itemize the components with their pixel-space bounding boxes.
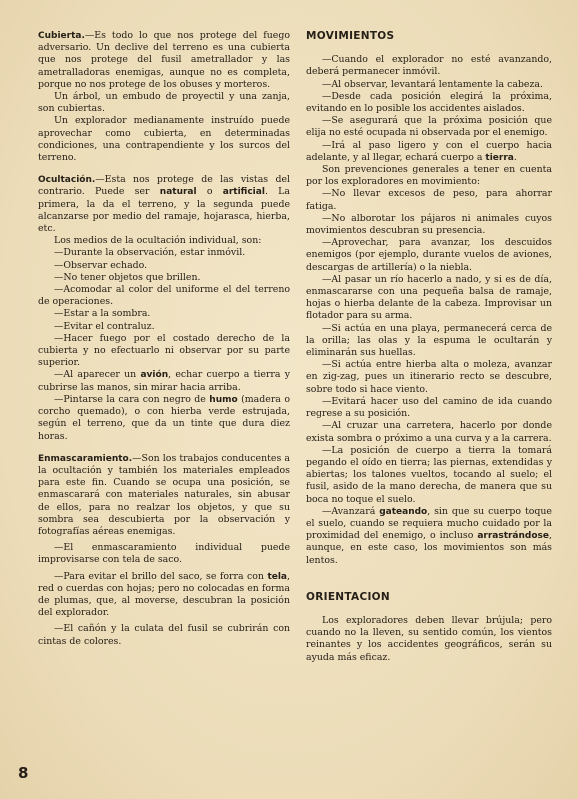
paragraph: Son prevenciones generales a tener en cuenta por los exploradores en movimiento: (306, 164, 552, 188)
paragraph: Un explorador medianamente instruído puede aprovechar como cubierta, en determinadas condiciones, una contrapendiente y los surcos del terreno. (38, 115, 290, 164)
list-item: —Hacer fuego por el costado derecho de la cubierta y no efectuarlo ni observar por su parte superior. (38, 332, 290, 369)
section-heading-movimientos: MOVIMIENTOS (306, 30, 395, 42)
list-item: —Al pasar un río hacerlo a nado, y si es de día, enmascararse con una pequeña balsa de ramaje, hojas o hierba delante de la cabeza. Improvisar un flotador para su arma. (306, 273, 552, 322)
list-item: —Avanzará gateando, sin que su cuerpo toque el suelo, cuando se requiera mucho cuidado por la proximidad del enemigo, o incluso arrastrándose, aunque, en este caso, los movimientos son más lentos. (306, 505, 552, 566)
list-item: —Evitará hacer uso del camino de ida cuando regrese a su posición. (306, 395, 552, 420)
list-item: —Al aparecer un avión, echar cuerpo a tierra y cubrirse las manos, sin mirar hacia arriba. (38, 369, 290, 393)
list-item: —Desde cada posición elegirá la próxima, evitando en lo posible los accidentes aislados. (306, 90, 552, 115)
list-item: —Observar echado. (54, 259, 148, 271)
list-item: —Si actúa entre hierba alta o moleza, avanzar en zig-zag, pues un itinerario recto se descubre, sobre todo si hace viento. (306, 359, 552, 395)
paragraph-cubierta: Cubierta.—Es todo lo que nos protege del fuego adversario. Un declive del terreno es una cubierta que nos protege del fusil ametrallador y las ametralladoras enemigas, aunque no es completa, porque no nos protege de los obuses y morteros. (38, 30, 290, 90)
list-item: —Al cruzar una carretera, hacerlo por donde exista sombra o próximo a una curva y a la carrera. (306, 420, 552, 444)
list-item: —La posición de cuerpo a tierra la tomará pegando el oído en tierra; las piernas, extendidas y abiertas; los talones vueltos, tocando al suelo; el fusil, asido de la mano derecha, de manera que su boca no toque el suelo. (306, 444, 552, 505)
list-item: —Durante la observación, estar inmóvil. (54, 247, 246, 259)
section-heading-orientacion: ORIENTACION (306, 590, 390, 603)
list-item: —Acomodar al color del uniforme el del terreno de operaciones. (38, 284, 290, 308)
list-item: —El enmascaramiento individual puede improvisarse con tela de saco. (38, 542, 290, 566)
paragraph: Los exploradores deben llevar brújula; pero cuando no la lleven, su sentido común, los vientos reinantes y los accidentes geográficos, serán su ayuda más eficaz. (306, 614, 552, 663)
list-item: —No alborotar los pájaros ni animales cuyos movimientos descubran su presencia. (306, 212, 552, 237)
term-cubierta: Cubierta. (38, 31, 85, 41)
list-item: —Si actúa en una playa, permanecerá cerca de la orilla; las olas y la espuma le ocultarán y eliminarán sus huellas. (306, 322, 552, 359)
left-column (38, 30, 290, 648)
term-ocultacion: Ocultación. (38, 175, 96, 186)
list-item: —Se asegurará que la próxima posición que elija no esté ocupada ni observada por el enemigo. (306, 115, 552, 139)
paragraph: Los medios de la ocultación individual, son: (54, 235, 262, 247)
list-item: —Irá al paso ligero y con el cuerpo hacia adelante, y al llegar, echará cuerpo a tierra. (306, 139, 552, 163)
term-enmascaramiento: Enmascaramiento. (38, 453, 133, 464)
right-column (306, 30, 552, 664)
list-item: —Aprovechar, para avanzar, los descuidos enemigos (por ejemplo, durante vuelos de aviones, descargas de artillería) o la niebla. (306, 237, 552, 273)
list-item: —Evitar el contraluz. (54, 320, 155, 332)
page-number: 8 (18, 764, 29, 782)
list-item: —Al observar, levantará lentamente la cabeza. (322, 78, 543, 90)
paragraph: Un árbol, un embudo de proyectil y una zanja, son cubiertas. (38, 91, 290, 115)
list-item: —Pintarse la cara con negro de humo (madera o corcho quemado), o con hierba verde estrujada, según el terreno, que da un tinte que dura diez horas. (38, 393, 290, 442)
list-item: —Cuando el explorador no esté avanzando, deberá permanecer inmóvil. (306, 54, 552, 78)
list-item: —No tener objetos que brillen. (54, 271, 201, 283)
paragraph-ocultacion: Ocultación.—Esta nos protege de las vistas del contrario. Puede ser natural o artificial. La primera, la da el terreno, y la segunda puede alcanzarse por medio del ramaje, hojarasca, hierba, etc. (38, 174, 290, 235)
list-item: —Para evitar el brillo del saco, se forra con tela, red o cuerdas con hojas; pero no colocadas en forma de plumas, que, al moverse, descubran la posición del explorador. (38, 570, 290, 619)
list-item: —El cañón y la culata del fusil se cubrirán con cintas de colores. (38, 623, 290, 647)
paragraph-enmascaramiento: Enmascaramiento.—Son los trabajos conducentes a la ocultación y también los materiales empleados para este fin. Cuando se ocupa una posición, se enmascarará con materiales naturales, sin abusar de ellos, para no realzar los objetos, y que su sombra sea descubierta por la observación y fotografías aéreas enemigas. (38, 452, 290, 537)
list-item: —Estar a la sombra. (54, 308, 151, 320)
list-item: —No llevar excesos de peso, para ahorrar fatiga. (306, 188, 552, 212)
